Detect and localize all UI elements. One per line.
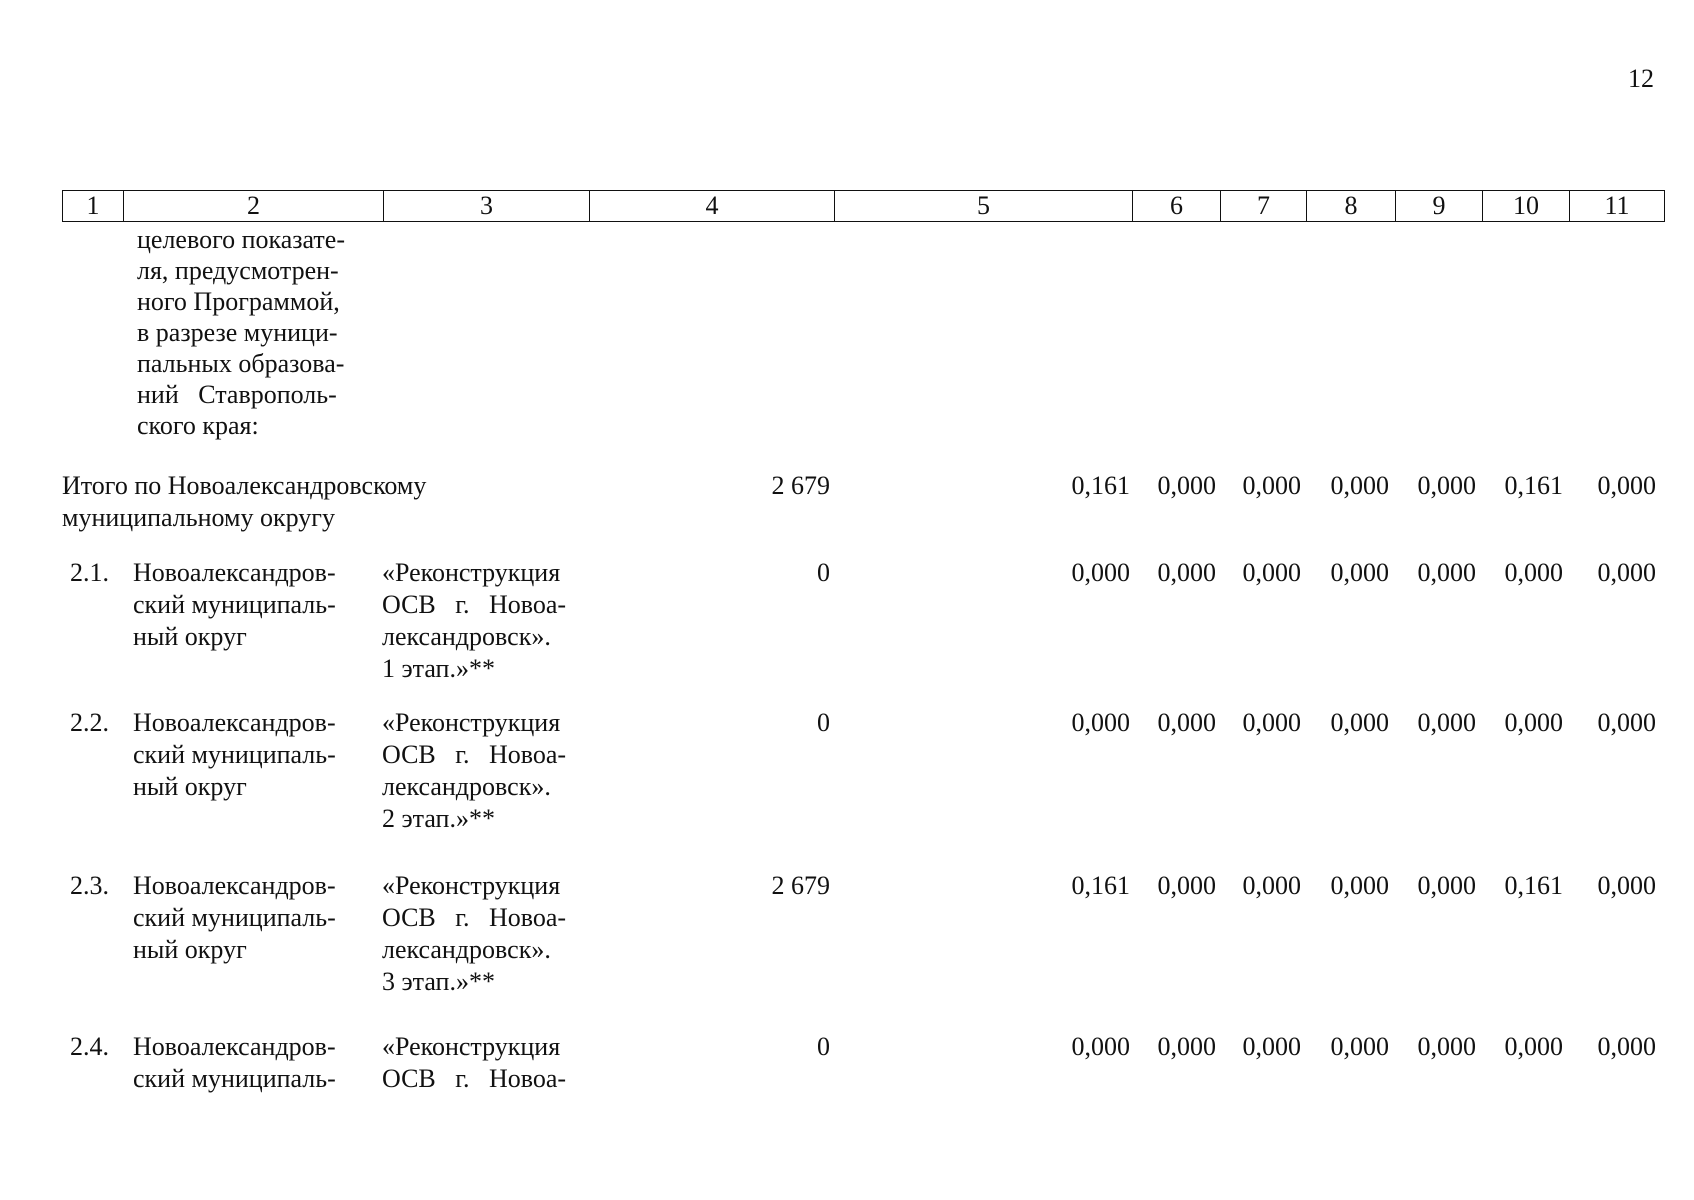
column-number: 9: [1396, 191, 1483, 221]
value-cell: 0,000: [1157, 1032, 1216, 1061]
col4-value: 2 679: [771, 871, 830, 900]
value-cell: 0,161: [1071, 471, 1130, 500]
column-number: 4: [590, 191, 835, 221]
value-cell: 0,000: [1504, 708, 1563, 737]
text-line: целевого показате-: [137, 225, 345, 254]
value-cell: 0,000: [1597, 558, 1656, 587]
total-label: Итого по Новоалександровскому: [62, 471, 427, 500]
value-cell: 0,000: [1242, 471, 1301, 500]
col4-value: 0: [817, 558, 830, 587]
text-line: ОСВ г. Новоа-: [382, 903, 567, 932]
municipality-cell: [133, 557, 378, 653]
project-cell: [382, 707, 587, 835]
column-number: 10: [1483, 191, 1570, 221]
text-line: лександровск».: [382, 622, 551, 651]
column-number: 5: [835, 191, 1133, 221]
column-number: 8: [1307, 191, 1396, 221]
project-cell: [382, 870, 587, 998]
value-cell: 0,000: [1242, 708, 1301, 737]
value-cell: 0,000: [1330, 558, 1389, 587]
value-cell: 0,000: [1417, 708, 1476, 737]
value-cell: 0,161: [1071, 871, 1130, 900]
value-cell: 0,000: [1330, 471, 1389, 500]
value-cell: 0,000: [1071, 1032, 1130, 1061]
text-line: ский муниципаль-: [133, 740, 336, 769]
col4-value: 0: [817, 708, 830, 737]
value-cell: 0,000: [1597, 1032, 1656, 1061]
text-line: Новоалександров-: [133, 558, 336, 587]
row-index: 2.2.: [70, 708, 109, 737]
value-cell: 0,000: [1417, 871, 1476, 900]
text-line: «Реконструкция: [382, 558, 561, 587]
text-line: ний Ставрополь-: [137, 380, 337, 409]
col4-value: 0: [817, 1032, 830, 1061]
text-line: ля, предусмотрен-: [137, 256, 339, 285]
column-number-header: [62, 190, 1665, 222]
column-number: 11: [1604, 191, 1630, 220]
row-index: 2.3.: [70, 871, 109, 900]
value-cell: 0,161: [1504, 871, 1563, 900]
value-cell: 0,000: [1157, 471, 1216, 500]
text-line: ного Программой,: [137, 287, 340, 316]
value-cell: 0,000: [1071, 558, 1130, 587]
column-number: 2: [124, 191, 384, 221]
value-cell: 0,000: [1242, 871, 1301, 900]
value-cell: 0,000: [1504, 1032, 1563, 1061]
value-cell: 0,000: [1330, 1032, 1389, 1061]
text-line: «Реконструкция: [382, 871, 561, 900]
value-cell: 0,000: [1157, 708, 1216, 737]
text-line: «Реконструкция: [382, 708, 561, 737]
municipality-cell: [133, 1031, 378, 1095]
text-line: лександровск».: [382, 935, 551, 964]
page-number: 12: [1628, 64, 1654, 93]
municipality-cell: [133, 707, 378, 803]
text-line: ский муниципаль-: [133, 1064, 336, 1093]
value-cell: 0,000: [1330, 871, 1389, 900]
total-col4-value: 2 679: [771, 471, 830, 500]
continuation-text: [137, 224, 377, 441]
value-cell: 0,000: [1071, 708, 1130, 737]
column-number: 7: [1221, 191, 1307, 221]
text-line: Новоалександров-: [133, 1032, 336, 1061]
text-line: ский муниципаль-: [133, 903, 336, 932]
value-cell: 0,000: [1417, 558, 1476, 587]
value-cell: 0,000: [1597, 708, 1656, 737]
text-line: ный округ: [133, 772, 247, 801]
text-line: 3 этап.»**: [382, 967, 495, 996]
value-cell: 0,000: [1242, 558, 1301, 587]
text-line: лександровск».: [382, 772, 551, 801]
text-line: 2 этап.»**: [382, 804, 495, 833]
value-cell: 0,000: [1157, 871, 1216, 900]
text-line: Новоалександров-: [133, 708, 336, 737]
project-cell: [382, 1031, 587, 1095]
project-cell: [382, 557, 587, 685]
municipality-cell: [133, 870, 378, 966]
value-cell: 0,000: [1242, 1032, 1301, 1061]
row-index: 2.1.: [70, 558, 109, 587]
text-line: ского края:: [137, 411, 259, 440]
text-line: ный округ: [133, 935, 247, 964]
value-cell: 0,000: [1157, 558, 1216, 587]
text-line: ОСВ г. Новоа-: [382, 590, 567, 619]
text-line: ОСВ г. Новоа-: [382, 1064, 567, 1093]
total-label: муниципальному округу: [62, 503, 335, 532]
text-line: в разрезе муници-: [137, 318, 338, 347]
column-number: 3: [384, 191, 590, 221]
text-line: Новоалександров-: [133, 871, 336, 900]
value-cell: 0,000: [1597, 471, 1656, 500]
value-cell: 0,000: [1597, 871, 1656, 900]
value-cell: 0,161: [1504, 471, 1563, 500]
column-number: 1: [63, 191, 124, 221]
value-cell: 0,000: [1417, 471, 1476, 500]
value-cell: 0,000: [1417, 1032, 1476, 1061]
text-line: 1 этап.»**: [382, 654, 495, 683]
text-line: ский муниципаль-: [133, 590, 336, 619]
value-cell: 0,000: [1330, 708, 1389, 737]
text-line: ный округ: [133, 622, 247, 651]
text-line: ОСВ г. Новоа-: [382, 740, 567, 769]
column-number: 6: [1133, 191, 1221, 221]
value-cell: 0,000: [1504, 558, 1563, 587]
text-line: пальных образова-: [137, 349, 345, 378]
row-index: 2.4.: [70, 1032, 109, 1061]
text-line: «Реконструкция: [382, 1032, 561, 1061]
